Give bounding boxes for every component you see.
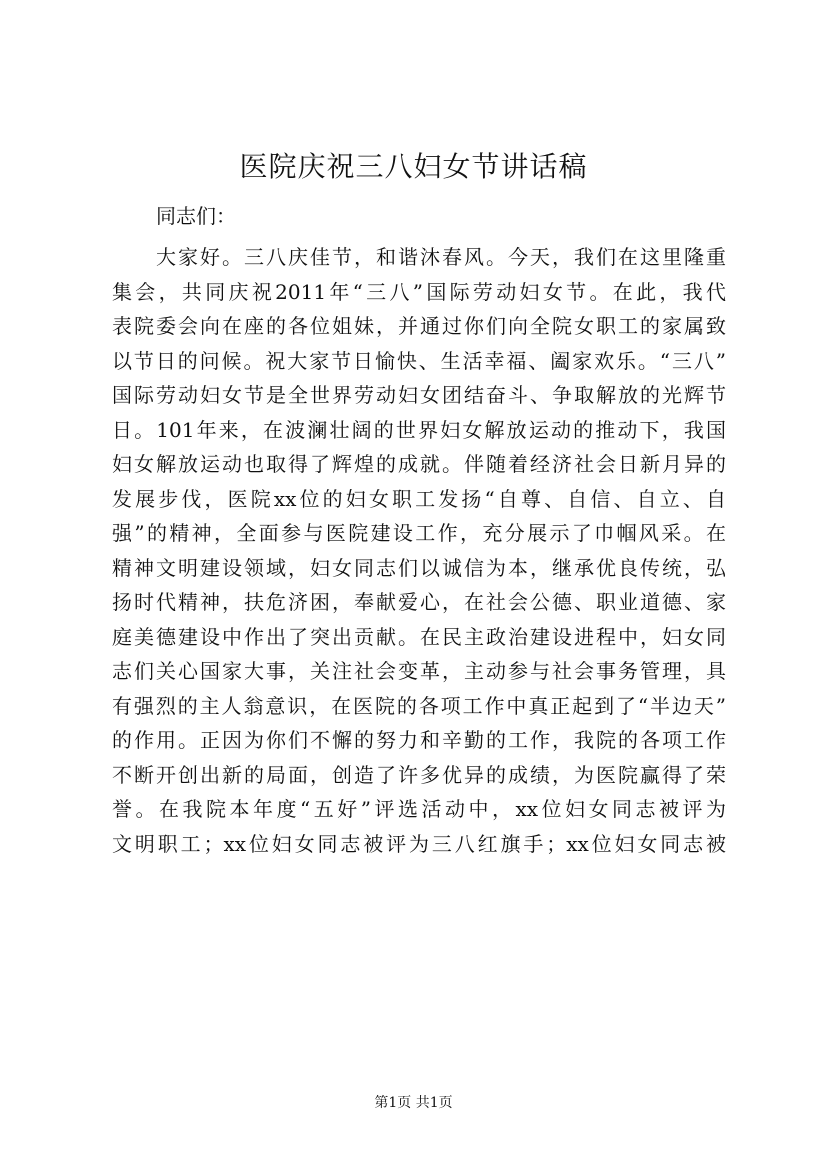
salutation: 同志们： — [156, 204, 236, 228]
body-line: 表院委会向在座的各位姐妹，并通过你们向全院女职工的家属致 — [112, 314, 726, 338]
body-line: 庭美德建设中作出了突出贡献。在民主政治建设进程中，妇女同 — [112, 624, 726, 649]
body-line: 妇女解放运动也取得了辉煌的成就。伴随着经济社会日新月异的 — [112, 452, 726, 476]
body-line: 集会，共同庆祝2011年“三八”国际劳动妇女节。在此，我代 — [112, 279, 726, 304]
body-line: 的作用。正因为你们不懈的努力和辛勤的工作，我院的各项工作 — [112, 728, 726, 752]
body-line: 国际劳动妇女节是全世界劳动妇女团结奋斗、争取解放的光辉节 — [112, 383, 726, 407]
body-line: 以节日的问候。祝大家节日愉快、生活幸福、阖家欢乐。“三八” — [112, 348, 726, 373]
page-footer: 第1页 共1页 — [374, 1095, 453, 1111]
document-title: 医院庆祝三八妇女节讲话稿 — [239, 150, 588, 183]
body-line: 日。101年来，在波澜壮阔的世界妇女解放运动的推动下，我国 — [112, 417, 726, 442]
body-line: 扬时代精神，扶危济困，奉献爱心，在社会公德、职业道德、家 — [112, 590, 726, 614]
body-line: 大家好。三八庆佳节，和谐沐春风。今天，我们在这里隆重 — [156, 245, 726, 269]
body-line: 志们关心国家大事，关注社会变革，主动参与社会事务管理，具 — [112, 659, 726, 683]
body-line: 誉。在我院本年度“五好”评选活动中，xx位妇女同志被评为 — [112, 797, 726, 821]
body-line: 有强烈的主人翁意识，在医院的各项工作中真正起到了“半边天” — [112, 693, 726, 718]
body-line: 发展步伐，医院xx位的妇女职工发扬“自尊、自信、自立、自 — [112, 486, 726, 511]
body-line: 精神文明建设领域，妇女同志们以诚信为本，继承优良传统，弘 — [112, 555, 726, 580]
body-line: 强”的精神，全面参与医院建设工作，充分展示了巾帼风采。在 — [112, 521, 726, 545]
body-line: 文明职工；xx位妇女同志被评为三八红旗手；xx位妇女同志被 — [112, 831, 726, 856]
body-line: 不断开创出新的局面，创造了许多优异的成绩，为医院赢得了荣 — [112, 762, 726, 787]
document-body — [112, 240, 726, 861]
